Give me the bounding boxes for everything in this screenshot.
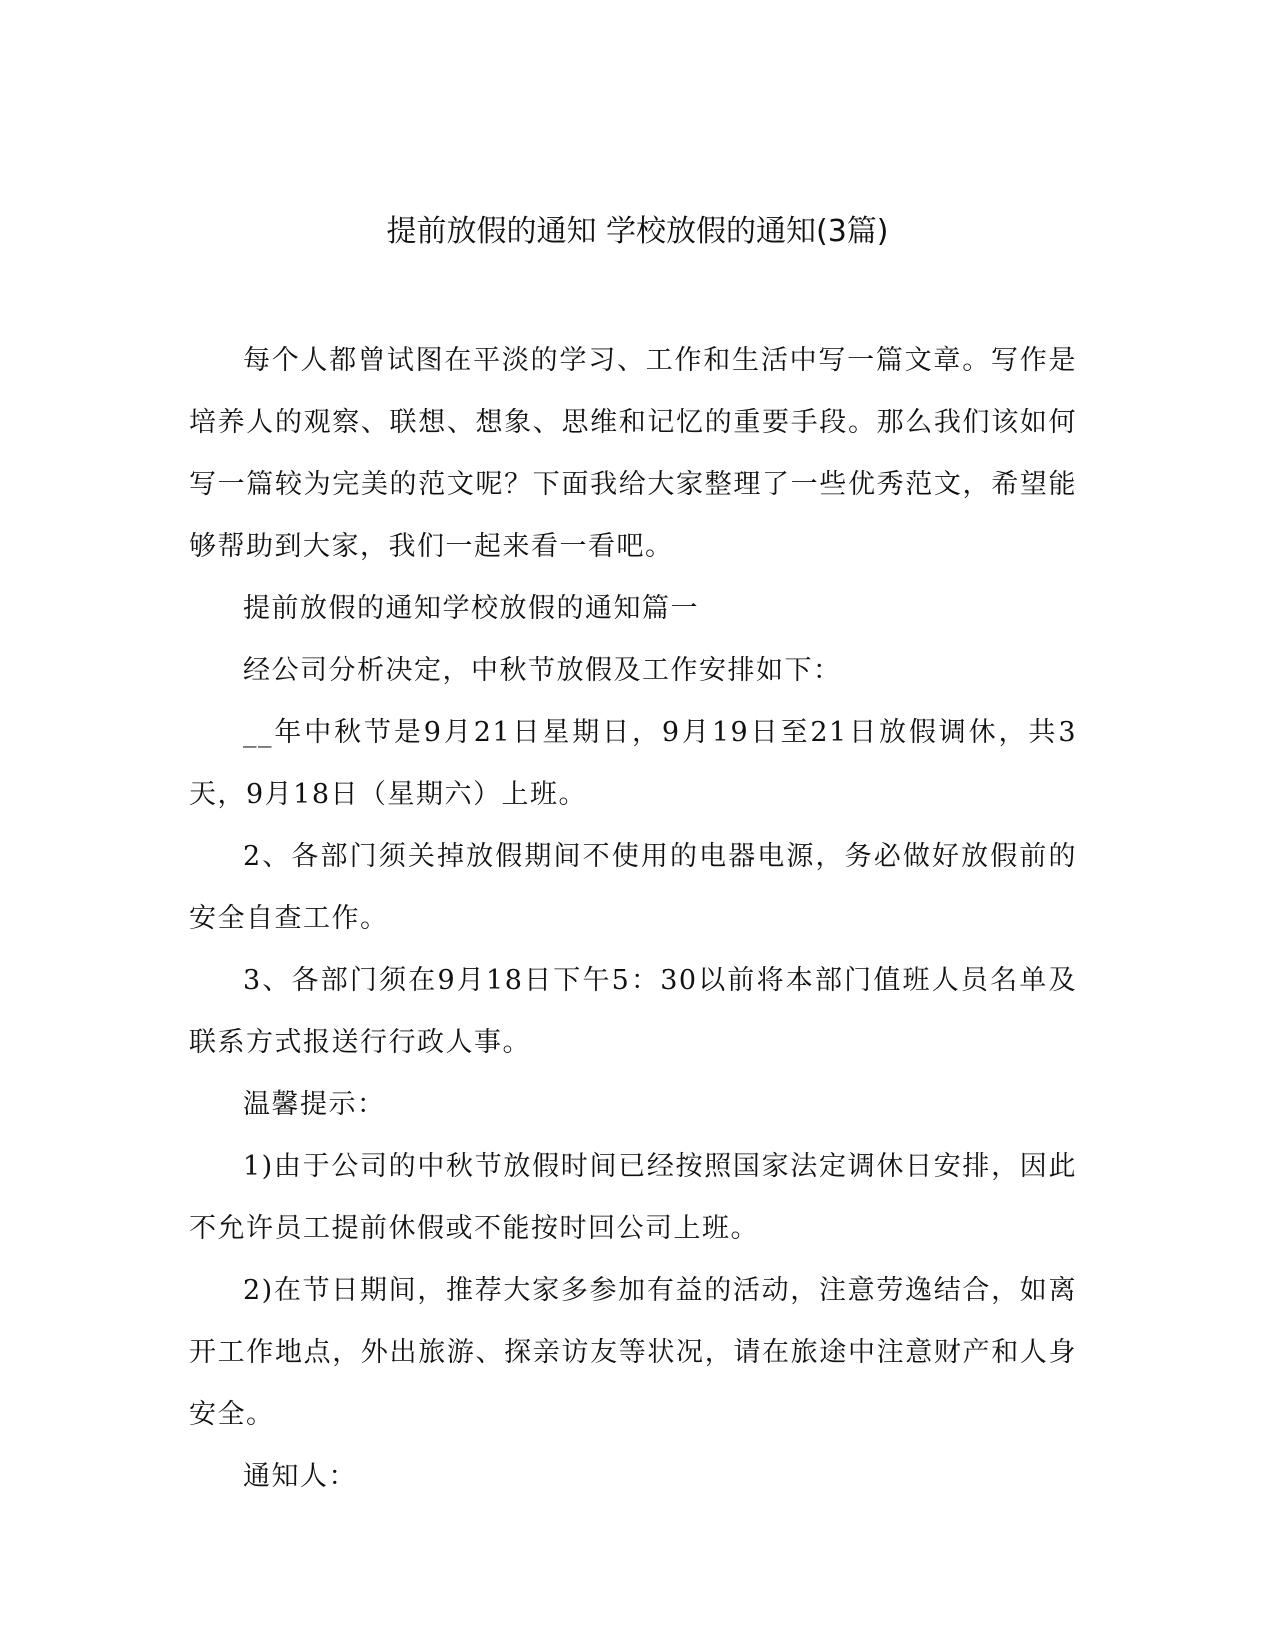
document-title: 提前放假的通知 学校放假的通知(3篇)	[386, 214, 889, 249]
tip-item: 2)在节日期间，推荐大家多参加有益的活动，注意劳逸结合，如离开工作地点，外出旅游、探亲访友等状况，请在旅途中注意财产和人身安全。	[189, 1275, 1077, 1430]
tip-item: 1)由于公司的中秋节放假时间已经按照国家法定调休日安排，因此不允许员工提前休假或不能按时回公司上班。	[189, 1151, 1077, 1244]
notifier-line: 通知人：	[243, 1461, 357, 1492]
section-heading: 提前放假的通知学校放假的通知篇一	[243, 593, 699, 624]
document-body	[189, 330, 1077, 1508]
body-paragraph: 3、各部门须在9月18日下午5：30以前将本部门值班人员名单及联系方式报送行行政人事。	[189, 965, 1077, 1058]
intro-paragraph: 每个人都曾试图在平淡的学习、工作和生活中写一篇文章。写作是培养人的观察、联想、想象、思维和记忆的重要手段。那么我们该如何写一篇较为完美的范文呢？下面我给大家整理了一些优秀范文，希望能够帮助到大家，我们一起来看一看吧。	[189, 345, 1077, 562]
body-paragraph: 2、各部门须关掉放假期间不使用的电器电源，务必做好放假前的安全自查工作。	[189, 841, 1077, 934]
body-paragraph: 经公司分析决定，中秋节放假及工作安排如下：	[243, 655, 842, 686]
body-paragraph: __年中秋节是9月21日星期日，9月19日至21日放假调休，共3天，9月18日（星期六）上班。	[189, 717, 1077, 810]
tips-heading: 温馨提示：	[243, 1089, 386, 1120]
